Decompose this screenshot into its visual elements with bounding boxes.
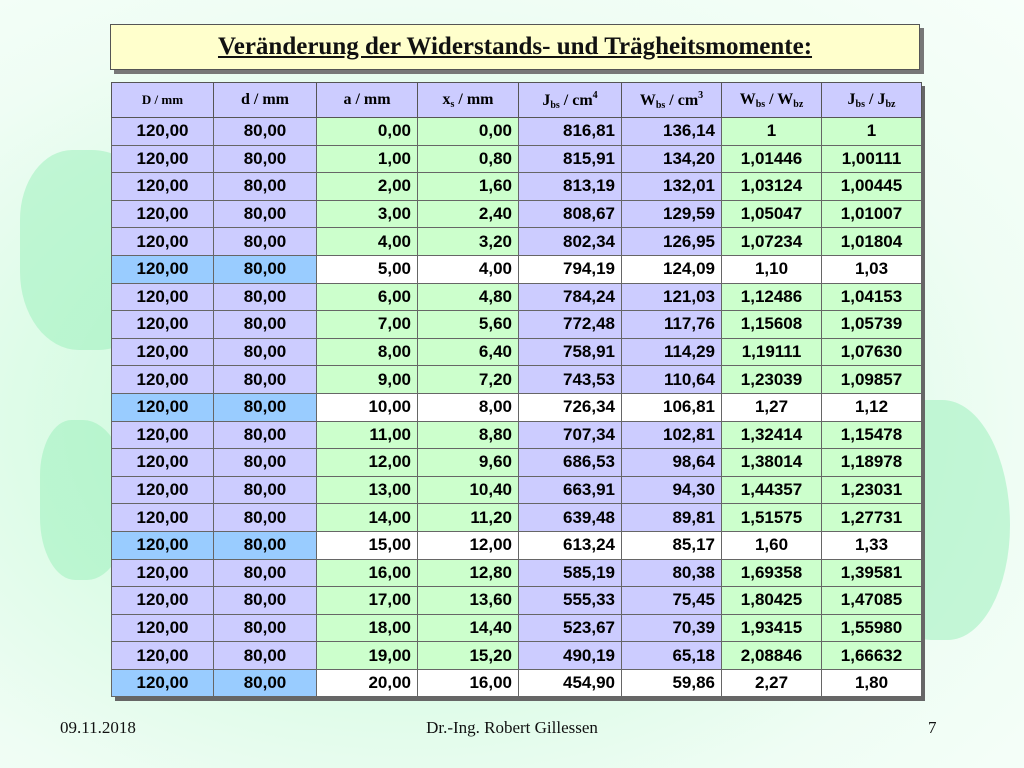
table-cell: 1,32414 [722,421,822,449]
table-cell: 65,18 [622,642,722,670]
table-cell: 12,00 [418,531,519,559]
table-cell: 124,09 [622,255,722,283]
table-cell: 1,07630 [822,338,922,366]
table-row [112,338,922,366]
table-cell: 1,66632 [822,642,922,670]
table-cell: 70,39 [622,614,722,642]
table-cell: 120,00 [112,311,214,339]
table-cell: 120,00 [112,228,214,256]
table-cell: 1,51575 [722,504,822,532]
table-cell: 120,00 [112,531,214,559]
table-cell: 13,60 [418,587,519,615]
table-cell: 1,00111 [822,145,922,173]
table-cell: 80,00 [214,118,317,146]
table-cell: 1,03 [822,255,922,283]
table-cell: 110,64 [622,366,722,394]
table-cell: 14,00 [317,504,418,532]
table-cell: 3,20 [418,228,519,256]
table-cell: 707,34 [519,421,622,449]
table-cell: 80,00 [214,228,317,256]
table-cell: 7,20 [418,366,519,394]
table-row [112,504,922,532]
table-row [112,559,922,587]
table-cell: 80,00 [214,338,317,366]
table-cell: 120,00 [112,118,214,146]
table-cell: 15,00 [317,531,418,559]
table-cell: 89,81 [622,504,722,532]
table-cell: 80,00 [214,311,317,339]
table-cell: 808,67 [519,200,622,228]
table-cell: 120,00 [112,504,214,532]
table-cell: 94,30 [622,476,722,504]
table-cell: 1,39581 [822,559,922,587]
table-cell: 0,00 [317,118,418,146]
table-cell: 813,19 [519,173,622,201]
table-cell: 523,67 [519,614,622,642]
table-cell: 80,00 [214,421,317,449]
table-cell: 120,00 [112,338,214,366]
table-cell: 815,91 [519,145,622,173]
table-cell: 758,91 [519,338,622,366]
table-cell: 5,00 [317,255,418,283]
table-cell: 6,40 [418,338,519,366]
table-row [112,283,922,311]
table-cell: 9,60 [418,449,519,477]
table-cell: 12,80 [418,559,519,587]
table-cell: 80,00 [214,559,317,587]
table-cell: 59,86 [622,669,722,697]
table-cell: 80,00 [214,449,317,477]
table-row [112,642,922,670]
table-cell: 1,27731 [822,504,922,532]
table-cell: 726,34 [519,393,622,421]
table-cell: 136,14 [622,118,722,146]
table-cell: 98,64 [622,449,722,477]
table-row [112,614,922,642]
table-cell: 5,60 [418,311,519,339]
table-cell: 17,00 [317,587,418,615]
table-row [112,393,922,421]
footer-date: 09.11.2018 [60,718,136,737]
table-cell: 1,44357 [722,476,822,504]
table-cell: 1,55980 [822,614,922,642]
table-cell: 555,33 [519,587,622,615]
table-cell: 1,27 [722,393,822,421]
table-cell: 80,00 [214,366,317,394]
table-cell: 80,00 [214,587,317,615]
table-cell: 120,00 [112,559,214,587]
table-cell: 8,00 [418,393,519,421]
table-cell: 114,29 [622,338,722,366]
table-cell: 16,00 [317,559,418,587]
table-cell: 80,00 [214,173,317,201]
column-header: a / mm [317,83,418,118]
table-cell: 8,00 [317,338,418,366]
table-cell: 85,17 [622,531,722,559]
table-cell: 1,47085 [822,587,922,615]
table-cell: 8,80 [418,421,519,449]
table-cell: 686,53 [519,449,622,477]
footer-page-number: 7 [928,718,937,737]
slide-title: Veränderung der Widerstands- und Trägheitsmomente: [217,33,813,60]
table-cell: 134,20 [622,145,722,173]
table-cell: 120,00 [112,255,214,283]
table-cell: 20,00 [317,669,418,697]
table-cell: 13,00 [317,476,418,504]
table-cell: 10,40 [418,476,519,504]
table-cell: 10,00 [317,393,418,421]
table-cell: 816,81 [519,118,622,146]
table-cell: 639,48 [519,504,622,532]
table-cell: 1,80 [822,669,922,697]
table-cell: 1,00 [317,145,418,173]
table-cell: 102,81 [622,421,722,449]
table-cell: 120,00 [112,669,214,697]
table-row [112,145,922,173]
table-cell: 1,93415 [722,614,822,642]
table-cell: 16,00 [418,669,519,697]
table-cell: 120,00 [112,200,214,228]
table-cell: 0,80 [418,145,519,173]
table-cell: 2,00 [317,173,418,201]
table-cell: 1,12486 [722,283,822,311]
table-cell: 1,01007 [822,200,922,228]
table-cell: 129,59 [622,200,722,228]
table-cell: 120,00 [112,421,214,449]
column-header: D / mm [112,83,214,118]
table-cell: 1,23031 [822,476,922,504]
table-cell: 1,09857 [822,366,922,394]
table-cell: 1,00445 [822,173,922,201]
table-cell: 613,24 [519,531,622,559]
table-cell: 126,95 [622,228,722,256]
table-row [112,587,922,615]
table-cell: 121,03 [622,283,722,311]
table-row [112,449,922,477]
table-cell: 120,00 [112,642,214,670]
table-cell: 120,00 [112,393,214,421]
table-cell: 2,40 [418,200,519,228]
data-table-container [111,82,921,697]
table-cell: 80,00 [214,614,317,642]
table-cell: 1,12 [822,393,922,421]
table-cell: 1,01804 [822,228,922,256]
table-cell: 4,00 [418,255,519,283]
table-cell: 454,90 [519,669,622,697]
table-cell: 1 [822,118,922,146]
table-cell: 585,19 [519,559,622,587]
table-cell: 4,00 [317,228,418,256]
table-row [112,531,922,559]
table-cell: 1,80425 [722,587,822,615]
table-cell: 80,00 [214,393,317,421]
table-cell: 1,69358 [722,559,822,587]
table-cell: 2,08846 [722,642,822,670]
table-cell: 1,15478 [822,421,922,449]
table-cell: 80,00 [214,669,317,697]
table-cell: 802,34 [519,228,622,256]
column-header: $W_{bs} / W_{bz}$ [722,83,822,118]
table-cell: 132,01 [622,173,722,201]
table-cell: 19,00 [317,642,418,670]
table-cell: 80,00 [214,145,317,173]
column-header: $W_{bs} / cm^3$ [622,83,722,118]
table-cell: 106,81 [622,393,722,421]
data-table [111,82,922,697]
column-header: $J_{bs} / cm^4$ [519,83,622,118]
table-row [112,173,922,201]
table-cell: 80,00 [214,200,317,228]
table-row [112,476,922,504]
table-cell: 120,00 [112,476,214,504]
table-row [112,228,922,256]
table-row [112,311,922,339]
table-cell: 1,10 [722,255,822,283]
footer-author: Dr.-Ing. Robert Gillessen [426,718,598,737]
table-cell: 80,00 [214,642,317,670]
title-box [110,24,920,70]
table-cell: 1,01446 [722,145,822,173]
table-row [112,200,922,228]
table-cell: 120,00 [112,449,214,477]
table-cell: 1,05047 [722,200,822,228]
table-cell: 3,00 [317,200,418,228]
table-cell: 120,00 [112,366,214,394]
table-cell: 1,38014 [722,449,822,477]
table-cell: 14,40 [418,614,519,642]
table-cell: 12,00 [317,449,418,477]
table-cell: 80,00 [214,531,317,559]
table-cell: 1,60 [722,531,822,559]
table-cell: 490,19 [519,642,622,670]
table-cell: 80,00 [214,255,317,283]
table-cell: 4,80 [418,283,519,311]
table-cell: 11,20 [418,504,519,532]
table-cell: 7,00 [317,311,418,339]
table-cell: 772,48 [519,311,622,339]
table-cell: 18,00 [317,614,418,642]
column-header: $J_{bs} / J_{bz}$ [822,83,922,118]
table-cell: 11,00 [317,421,418,449]
table-cell: 1,07234 [722,228,822,256]
table-cell: 2,27 [722,669,822,697]
table-cell: 120,00 [112,283,214,311]
table-cell: 1,19111 [722,338,822,366]
table-row [112,255,922,283]
table-cell: 743,53 [519,366,622,394]
table-cell: 663,91 [519,476,622,504]
table-cell: 75,45 [622,587,722,615]
table-cell: 784,24 [519,283,622,311]
table-cell: 1,60 [418,173,519,201]
table-cell: 1,33 [822,531,922,559]
table-cell: 120,00 [112,587,214,615]
table-cell: 1,23039 [722,366,822,394]
table-row [112,118,922,146]
table-cell: 15,20 [418,642,519,670]
table-header-row [112,83,922,118]
table-row [112,366,922,394]
table-cell: 1,15608 [722,311,822,339]
table-cell: 0,00 [418,118,519,146]
table-cell: 9,00 [317,366,418,394]
table-cell: 1,18978 [822,449,922,477]
table-cell: 117,76 [622,311,722,339]
table-cell: 80,00 [214,476,317,504]
table-cell: 794,19 [519,255,622,283]
table-cell: 80,00 [214,283,317,311]
table-cell: 1,03124 [722,173,822,201]
table-cell: 6,00 [317,283,418,311]
table-cell: 1,05739 [822,311,922,339]
column-header: $x_s$ / mm [418,83,519,118]
table-row [112,421,922,449]
table-cell: 1,04153 [822,283,922,311]
table-cell: 120,00 [112,173,214,201]
column-header: d / mm [214,83,317,118]
table-cell: 120,00 [112,614,214,642]
table-cell: 80,38 [622,559,722,587]
table-cell: 120,00 [112,145,214,173]
table-row [112,669,922,697]
table-cell: 1 [722,118,822,146]
table-cell: 80,00 [214,504,317,532]
table-body [112,118,922,697]
